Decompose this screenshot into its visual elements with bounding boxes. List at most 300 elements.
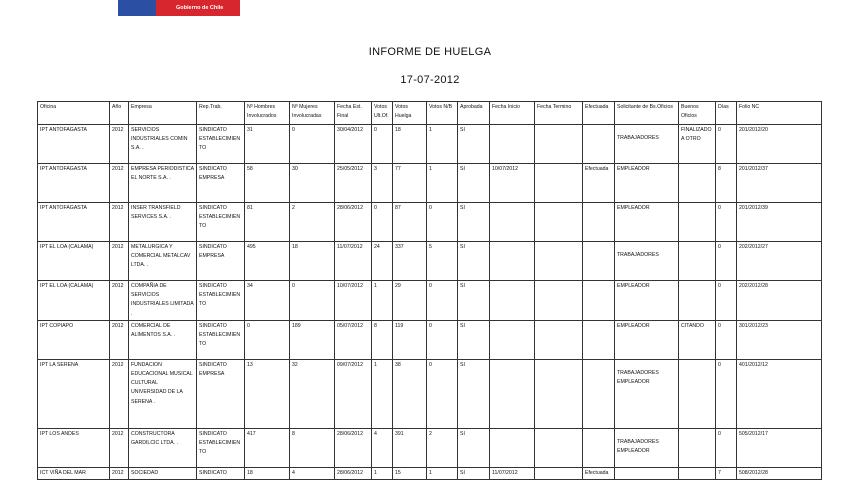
table-row — [38, 467, 822, 479]
table-cell — [490, 281, 535, 321]
cell-text: 13 — [247, 361, 253, 368]
table-cell — [716, 320, 737, 359]
column-header: Empresa — [129, 102, 197, 125]
table-cell — [458, 359, 490, 428]
cell-text: SINDICATO EMPRESA — [199, 244, 227, 260]
cell-text: 0 — [429, 205, 432, 211]
table-cell — [615, 125, 679, 164]
table-row — [38, 281, 822, 321]
cell-text: 202/2012/27 — [739, 244, 768, 250]
table-cell — [110, 467, 129, 479]
column-header: Aprobada — [458, 102, 490, 125]
cell-text: 4 — [292, 469, 295, 476]
table-cell — [38, 203, 110, 242]
table-cell — [393, 125, 427, 164]
table-cell — [615, 281, 679, 321]
column-header: Fecha Inicio — [490, 102, 535, 125]
table-cell — [615, 359, 679, 428]
table-cell — [290, 203, 335, 242]
table-cell — [737, 242, 822, 281]
cell-text: 391 — [395, 430, 404, 437]
cell-text: 10/07/2012 — [337, 283, 363, 289]
table-cell — [427, 359, 458, 428]
table-cell — [393, 428, 427, 467]
table-cell — [290, 242, 335, 281]
table-cell — [245, 203, 290, 242]
cell-text: IPT ANTOFAGASTA — [40, 127, 87, 133]
cell-text: 0 — [374, 205, 377, 211]
table-cell — [737, 428, 822, 467]
cell-text: TRABAJADORES — [617, 135, 659, 141]
table-cell — [38, 467, 110, 479]
column-header: Buenos Oficios — [679, 102, 716, 125]
table-row — [38, 242, 822, 281]
table-cell — [38, 125, 110, 164]
table-cell — [393, 467, 427, 479]
cell-text: IPT EL LOA (CALAMA) — [40, 283, 94, 289]
table-cell — [427, 125, 458, 164]
cell-text: 81 — [247, 205, 253, 211]
cell-text: TRABAJADORES — [617, 252, 659, 258]
table-cell — [372, 125, 393, 164]
cell-text: 301/2012/23 — [739, 322, 768, 329]
table-cell — [38, 281, 110, 321]
cell-text: 2012 — [112, 127, 124, 133]
table-cell — [458, 164, 490, 203]
cell-text: 0 — [718, 205, 721, 211]
table-cell — [335, 359, 372, 428]
cell-text: 0 — [247, 322, 250, 329]
table-cell — [245, 281, 290, 321]
cell-text: 05/07/2012 — [337, 322, 363, 329]
table-cell — [615, 428, 679, 467]
report-title: INFORME DE HUELGA — [368, 46, 492, 58]
cell-text: IPT LA SERENA — [40, 361, 79, 368]
table-cell — [38, 320, 110, 359]
cell-text: 0 — [718, 322, 721, 329]
table-cell — [535, 203, 583, 242]
cell-text: 34 — [247, 283, 253, 289]
table-cell — [583, 281, 615, 321]
cell-text: 15 — [395, 469, 401, 476]
cell-text: SI — [460, 430, 465, 437]
column-header: Año — [110, 102, 129, 125]
logo-text: Gobierno de Chile — [156, 0, 240, 16]
table-cell — [490, 164, 535, 203]
table-cell — [679, 164, 716, 203]
table-cell — [716, 203, 737, 242]
table-cell — [535, 281, 583, 321]
cell-text: SI — [460, 244, 465, 250]
cell-text: 10/07/2012 — [492, 166, 518, 172]
table-cell — [737, 467, 822, 479]
table-cell — [335, 467, 372, 479]
cell-text: 8 — [718, 166, 721, 172]
cell-text: SINDICATO EMPRESA — [199, 166, 227, 182]
table-cell — [737, 125, 822, 164]
cell-text: 11/07/2012 — [492, 469, 518, 476]
cell-text: COMPAÑIA DE SERVICIOS INDUSTRIALES LIMITADA . — [131, 283, 194, 317]
table-row — [38, 125, 822, 164]
cell-text: 0 — [718, 361, 721, 368]
cell-text: 2012 — [112, 430, 124, 437]
table-cell — [535, 428, 583, 467]
table-cell — [679, 281, 716, 321]
table-cell — [110, 242, 129, 281]
cell-text: INSER TRANSFIELD SERVICES S.A. . — [131, 205, 181, 221]
table-cell — [490, 242, 535, 281]
table-cell — [716, 281, 737, 321]
cell-text: 0 — [292, 127, 295, 133]
cell-text: IPT EL LOA (CALAMA) — [40, 244, 94, 250]
table-cell — [679, 467, 716, 479]
column-header: Folio NC — [737, 102, 822, 125]
table-cell — [583, 242, 615, 281]
table-cell — [716, 125, 737, 164]
cell-text: 201/2012/37 — [739, 166, 768, 172]
table-cell — [245, 359, 290, 428]
cell-text: 28/06/2012 — [337, 469, 363, 476]
table-cell — [372, 428, 393, 467]
cell-text: 30 — [292, 166, 298, 172]
table-cell — [290, 281, 335, 321]
table-cell — [583, 428, 615, 467]
table-cell — [615, 242, 679, 281]
cell-text: 29 — [395, 283, 401, 289]
cell-text: SINDICATO ESTABLECIMIENTO — [199, 127, 241, 152]
cell-text: 417 — [247, 430, 256, 437]
table-cell — [335, 125, 372, 164]
cell-text: 5 — [429, 244, 432, 250]
table-cell — [372, 467, 393, 479]
table-cell — [737, 281, 822, 321]
table-cell — [679, 203, 716, 242]
table-cell — [197, 281, 245, 321]
cell-text: 0 — [429, 322, 432, 329]
cell-text: 58 — [247, 166, 253, 172]
cell-text: 2012 — [112, 166, 124, 172]
column-header: Oficina — [38, 102, 110, 125]
table-cell — [290, 467, 335, 479]
cell-text: 505/2012/17 — [739, 430, 768, 437]
table-cell — [458, 467, 490, 479]
cell-text: 1 — [429, 166, 432, 172]
cell-text: SI — [460, 283, 465, 289]
table-cell — [490, 467, 535, 479]
table-cell — [197, 428, 245, 467]
cell-text: 0 — [718, 283, 721, 289]
cell-text: 24 — [374, 244, 380, 250]
table-cell — [290, 428, 335, 467]
table-cell — [372, 359, 393, 428]
cell-text: SINDICATO ESTABLECIMIENTO — [199, 283, 241, 308]
table-row — [38, 203, 822, 242]
table-row — [38, 359, 822, 428]
cell-text: SI — [460, 322, 465, 329]
table-cell — [335, 281, 372, 321]
table-cell — [197, 320, 245, 359]
cell-text: 11/07/2012 — [337, 244, 363, 250]
cell-text: 1 — [429, 127, 432, 133]
table-cell — [427, 428, 458, 467]
table-cell — [737, 203, 822, 242]
table-cell — [245, 320, 290, 359]
table-cell — [110, 203, 129, 242]
cell-text: SI — [460, 205, 465, 211]
column-header: Votos Huelga — [393, 102, 427, 125]
table-cell — [197, 359, 245, 428]
table-cell — [679, 320, 716, 359]
table-cell — [583, 359, 615, 428]
table-cell — [245, 467, 290, 479]
table-cell — [197, 164, 245, 203]
table-cell — [679, 125, 716, 164]
table-cell — [393, 242, 427, 281]
cell-text: METALURGICA Y COMERCIAL METALCAV LTDA. . — [131, 244, 191, 269]
table-cell — [716, 164, 737, 203]
table-cell — [110, 164, 129, 203]
cell-text: 1 — [374, 469, 377, 476]
table-cell — [427, 242, 458, 281]
cell-text: TRABAJADORES EMPLEADOR — [617, 438, 659, 455]
table-cell — [535, 467, 583, 479]
cell-text: 2012 — [112, 361, 124, 368]
table-cell — [129, 467, 197, 479]
table-cell — [110, 125, 129, 164]
table-cell — [245, 428, 290, 467]
cell-text: 0 — [292, 283, 295, 289]
table-cell — [38, 242, 110, 281]
cell-text: Efectuada — [585, 166, 609, 172]
table-cell — [129, 164, 197, 203]
cell-text: SI — [460, 166, 465, 172]
government-logo — [118, 0, 240, 16]
table-cell — [129, 281, 197, 321]
table-cell — [335, 164, 372, 203]
cell-text: 31 — [247, 127, 253, 133]
table-cell — [583, 320, 615, 359]
table-cell — [535, 164, 583, 203]
table-cell — [583, 125, 615, 164]
table-cell — [393, 320, 427, 359]
column-header: Fecha Est. Final — [335, 102, 372, 125]
column-header: Votos Ult.Of. — [372, 102, 393, 125]
cell-text: TRABAJADORES EMPLEADOR — [617, 369, 659, 386]
table-cell — [335, 320, 372, 359]
table-cell — [245, 164, 290, 203]
report-date: 17-07-2012 — [400, 74, 460, 86]
cell-text: SI — [460, 469, 465, 476]
table-cell — [290, 164, 335, 203]
cell-text: COMERCIAL DE ALIMENTOS S.A. . — [131, 322, 176, 339]
table-cell — [535, 242, 583, 281]
table-row — [38, 428, 822, 467]
table-cell — [197, 467, 245, 479]
table-row — [38, 164, 822, 203]
table-cell — [38, 428, 110, 467]
table-cell — [490, 320, 535, 359]
table-cell — [737, 320, 822, 359]
table-cell — [110, 428, 129, 467]
cell-text: 495 — [247, 244, 256, 250]
table-cell — [679, 428, 716, 467]
table-cell — [615, 320, 679, 359]
table-cell — [615, 164, 679, 203]
table-cell — [290, 320, 335, 359]
table-cell — [38, 359, 110, 428]
cell-text: 0 — [429, 361, 432, 368]
cell-text: SINDICATO — [199, 469, 227, 476]
table-cell — [427, 164, 458, 203]
table-cell — [372, 203, 393, 242]
column-header: Fecha Termino — [535, 102, 583, 125]
table-cell — [393, 203, 427, 242]
cell-text: SERVICIOS INDUSTRIALES COMIN S.A. . — [131, 127, 188, 152]
cell-text: SINDICATO ESTABLECIMIENTO — [199, 205, 241, 230]
cell-text: 2012 — [112, 244, 124, 250]
table-cell — [110, 320, 129, 359]
cell-text: 87 — [395, 205, 401, 211]
column-header: Nº Mujeres Involucradas — [290, 102, 335, 125]
table-cell — [458, 242, 490, 281]
cell-text: 2012 — [112, 205, 124, 211]
table-cell — [129, 203, 197, 242]
table-cell — [458, 320, 490, 359]
table-cell — [393, 281, 427, 321]
cell-text: 18 — [395, 127, 401, 133]
table-cell — [427, 281, 458, 321]
cell-text: 8 — [292, 430, 295, 437]
table-cell — [245, 242, 290, 281]
table-cell — [490, 203, 535, 242]
table-cell — [129, 242, 197, 281]
table-cell — [737, 164, 822, 203]
table-cell — [335, 428, 372, 467]
cell-text: 401/2012/12 — [739, 361, 768, 368]
table-cell — [393, 359, 427, 428]
table-cell — [129, 428, 197, 467]
cell-text: 0 — [718, 127, 721, 133]
strike-report-table — [37, 101, 822, 480]
table-cell — [737, 359, 822, 428]
cell-text: 202/2012/28 — [739, 283, 768, 289]
cell-text: CONSTRUCTORA GARDILCIC LTDA. . — [131, 430, 178, 447]
cell-text: 32 — [292, 361, 298, 368]
cell-text: 8 — [374, 322, 377, 329]
table-cell — [393, 164, 427, 203]
cell-text: 2 — [292, 205, 295, 211]
cell-text: SINDICATO ESTABLECIMIENTO — [199, 430, 241, 456]
table-cell — [458, 203, 490, 242]
table-cell — [38, 164, 110, 203]
table-cell — [372, 320, 393, 359]
cell-text: FUNDACION EDUCACIONAL MUSICAL CULTURAL UNIVERSIDAD DE LA SERENA . — [131, 361, 193, 405]
cell-text: 77 — [395, 166, 401, 172]
cell-text: 28/06/2012 — [337, 430, 363, 437]
column-header: Nº Hombres Involucrados — [245, 102, 290, 125]
table-cell — [129, 320, 197, 359]
table-cell — [535, 125, 583, 164]
table-cell — [535, 320, 583, 359]
cell-text: EMPLEADOR — [617, 283, 650, 289]
table-cell — [490, 428, 535, 467]
table-cell — [615, 203, 679, 242]
cell-text: IPT ANTOFAGASTA — [40, 166, 87, 172]
table-cell — [335, 203, 372, 242]
cell-text: 0 — [718, 244, 721, 250]
column-header: Rep.Trab. — [197, 102, 245, 125]
cell-text: SI — [460, 127, 465, 133]
table-cell — [427, 203, 458, 242]
column-header: Solicitante de Bs.Oficios — [615, 102, 679, 125]
cell-text: 18 — [247, 469, 253, 476]
table-cell — [427, 467, 458, 479]
table-cell — [490, 359, 535, 428]
cell-text: 201/2012/39 — [739, 205, 768, 211]
cell-text: EMPRESA PERIODISTICA EL NORTE S.A. . — [131, 166, 194, 182]
cell-text: 38 — [395, 361, 401, 368]
cell-text: 09/07/2012 — [337, 361, 363, 368]
table-cell — [372, 281, 393, 321]
logo-blue-block — [118, 0, 156, 16]
table-cell — [679, 242, 716, 281]
column-header: Días — [716, 102, 737, 125]
table-cell — [535, 359, 583, 428]
table-cell — [129, 125, 197, 164]
cell-text: EMPLEADOR — [617, 205, 650, 211]
cell-text: 0 — [374, 127, 377, 133]
cell-text: IPT COPIAPO — [40, 322, 74, 329]
table-cell — [458, 428, 490, 467]
table-row — [38, 320, 822, 359]
table-cell — [372, 164, 393, 203]
cell-text: 18 — [292, 244, 298, 250]
table-cell — [129, 359, 197, 428]
cell-text: 7 — [718, 469, 721, 476]
table-cell — [583, 467, 615, 479]
table-cell — [197, 242, 245, 281]
cell-text: 508/2012/28 — [739, 469, 768, 476]
cell-text: 25/05/2012 — [337, 166, 363, 172]
cell-text: Efectuada — [585, 469, 609, 476]
cell-text: 1 — [374, 283, 377, 289]
table-cell — [290, 125, 335, 164]
cell-text: 30/04/2012 — [337, 127, 363, 133]
cell-text: 2012 — [112, 283, 124, 289]
cell-text: 2012 — [112, 322, 124, 329]
table-cell — [458, 281, 490, 321]
cell-text: SINDICATO ESTABLECIMIENTO — [199, 322, 241, 348]
cell-text: 1 — [374, 361, 377, 368]
cell-text: 201/2012/20 — [739, 127, 768, 133]
table-cell — [335, 242, 372, 281]
cell-text: 28/06/2012 — [337, 205, 363, 211]
column-header: Votos N/B — [427, 102, 458, 125]
table-cell — [290, 359, 335, 428]
table-cell — [458, 125, 490, 164]
table-cell — [372, 242, 393, 281]
cell-text: 2012 — [112, 469, 124, 476]
table-cell — [110, 281, 129, 321]
cell-text: IPT ANTOFAGASTA — [40, 205, 87, 211]
cell-text: 0 — [429, 283, 432, 289]
cell-text: 4 — [374, 430, 377, 437]
cell-text: EMPLEADOR — [617, 322, 650, 329]
table-cell — [615, 467, 679, 479]
cell-text: 337 — [395, 244, 404, 250]
table-cell — [197, 203, 245, 242]
cell-text: ICT VIÑA DEL MAR — [40, 469, 86, 476]
